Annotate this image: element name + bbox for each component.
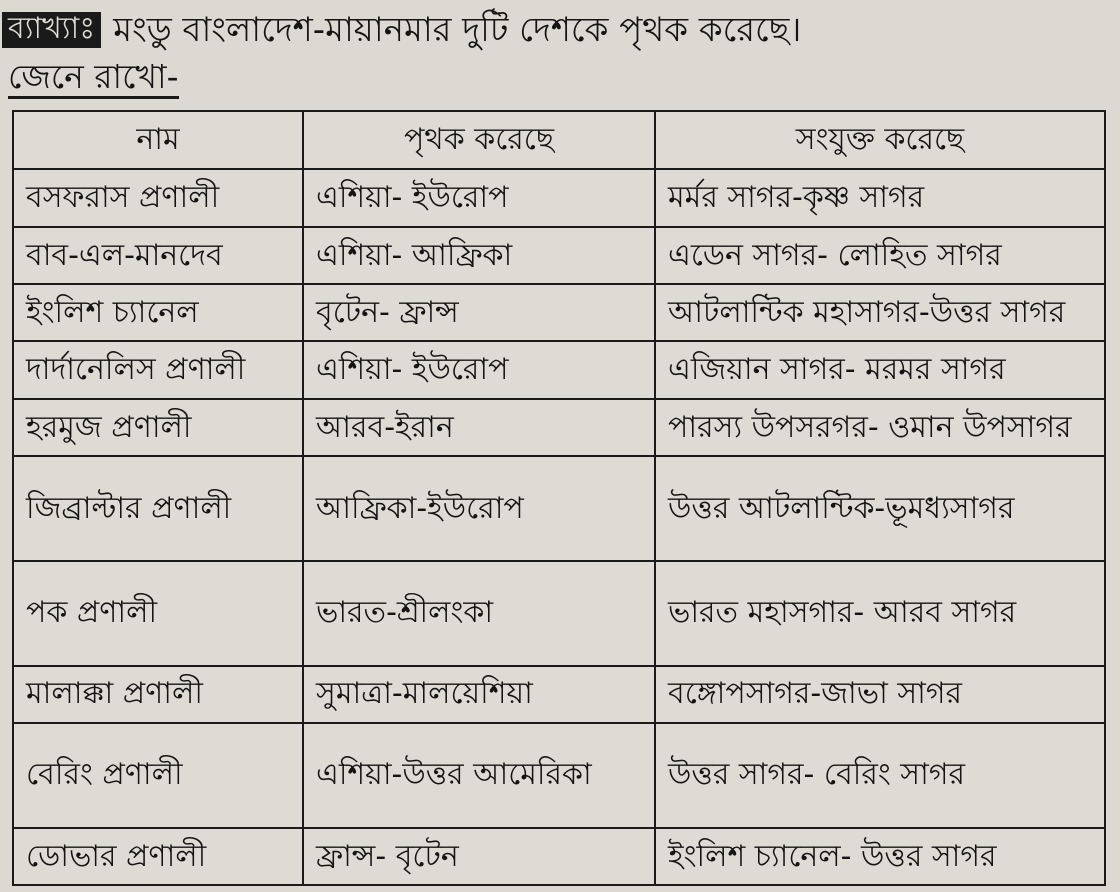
know-this-heading: জেনে রাখো- bbox=[8, 60, 179, 99]
separates-cell: আফ্রিকা-ইউরোপ bbox=[303, 456, 655, 561]
separates-cell: আরব-ইরান bbox=[303, 399, 655, 456]
connects-cell: উত্তর সাগর- বেরিং সাগর bbox=[655, 723, 1105, 828]
connects-cell: বঙ্গোপসাগর-জাভা সাগর bbox=[655, 666, 1105, 723]
header-connects: সংযুক্ত করেছে bbox=[655, 111, 1105, 169]
separates-cell: এশিয়া- ইউরোপ bbox=[303, 341, 655, 398]
table-row bbox=[13, 723, 1105, 828]
explanation-line bbox=[0, 6, 801, 54]
separates-cell: এশিয়া- ইউরোপ bbox=[303, 169, 655, 226]
table-row bbox=[13, 227, 1105, 284]
table-row bbox=[13, 341, 1105, 398]
header-separates: পৃথক করেছে bbox=[303, 111, 655, 169]
connects-cell: ইংলিশ চ্যানেল- উত্তর সাগর bbox=[655, 828, 1105, 885]
table-row bbox=[13, 666, 1105, 723]
connects-cell: আটলান্টিক মহাসাগর-উত্তর সাগর bbox=[655, 284, 1105, 341]
strait-name: মালাক্কা প্রণালী bbox=[13, 666, 303, 723]
table-header-row bbox=[13, 111, 1105, 169]
separates-cell: সুমাত্রা-মালয়েশিয়া bbox=[303, 666, 655, 723]
separates-cell: বৃটেন- ফ্রান্স bbox=[303, 284, 655, 341]
strait-name: বসফরাস প্রণালী bbox=[13, 169, 303, 226]
explanation-text: মংডু বাংলাদেশ-মায়ানমার দুটি দেশকে পৃথক করেছে। bbox=[113, 10, 802, 50]
table-row bbox=[13, 828, 1105, 885]
strait-name: বেরিং প্রণালী bbox=[13, 723, 303, 828]
explanation-label: ব্যাখ্যাঃ bbox=[2, 12, 101, 48]
strait-name: ইংলিশ চ্যানেল bbox=[13, 284, 303, 341]
connects-cell: পারস্য উপসরগর- ওমান উপসাগর bbox=[655, 399, 1105, 456]
connects-cell: ভারত মহাসগার- আরব সাগর bbox=[655, 561, 1105, 666]
table-row bbox=[13, 399, 1105, 456]
separates-cell: এশিয়া-উত্তর আমেরিকা bbox=[303, 723, 655, 828]
straits-table bbox=[12, 110, 1106, 886]
connects-cell: মর্মর সাগর-কৃষ্ণ সাগর bbox=[655, 169, 1105, 226]
table-row bbox=[13, 456, 1105, 561]
table-row bbox=[13, 284, 1105, 341]
strait-name: পক প্রণালী bbox=[13, 561, 303, 666]
connects-cell: এডেন সাগর- লোহিত সাগর bbox=[655, 227, 1105, 284]
strait-name: জিব্রাল্টার প্রণালী bbox=[13, 456, 303, 561]
table-row bbox=[13, 561, 1105, 666]
header-name: নাম bbox=[13, 111, 303, 169]
strait-name: বাব-এল-মানদেব bbox=[13, 227, 303, 284]
strait-name: ডোভার প্রণালী bbox=[13, 828, 303, 885]
separates-cell: ফ্রান্স- বৃটেন bbox=[303, 828, 655, 885]
separates-cell: এশিয়া- আফ্রিকা bbox=[303, 227, 655, 284]
table-row bbox=[13, 169, 1105, 226]
connects-cell: উত্তর আটলান্টিক-ভূমধ্যসাগর bbox=[655, 456, 1105, 561]
strait-name: দার্দানেলিস প্রণালী bbox=[13, 341, 303, 398]
connects-cell: এজিয়ান সাগর- মরমর সাগর bbox=[655, 341, 1105, 398]
strait-name: হরমুজ প্রণালী bbox=[13, 399, 303, 456]
separates-cell: ভারত-শ্রীলংকা bbox=[303, 561, 655, 666]
